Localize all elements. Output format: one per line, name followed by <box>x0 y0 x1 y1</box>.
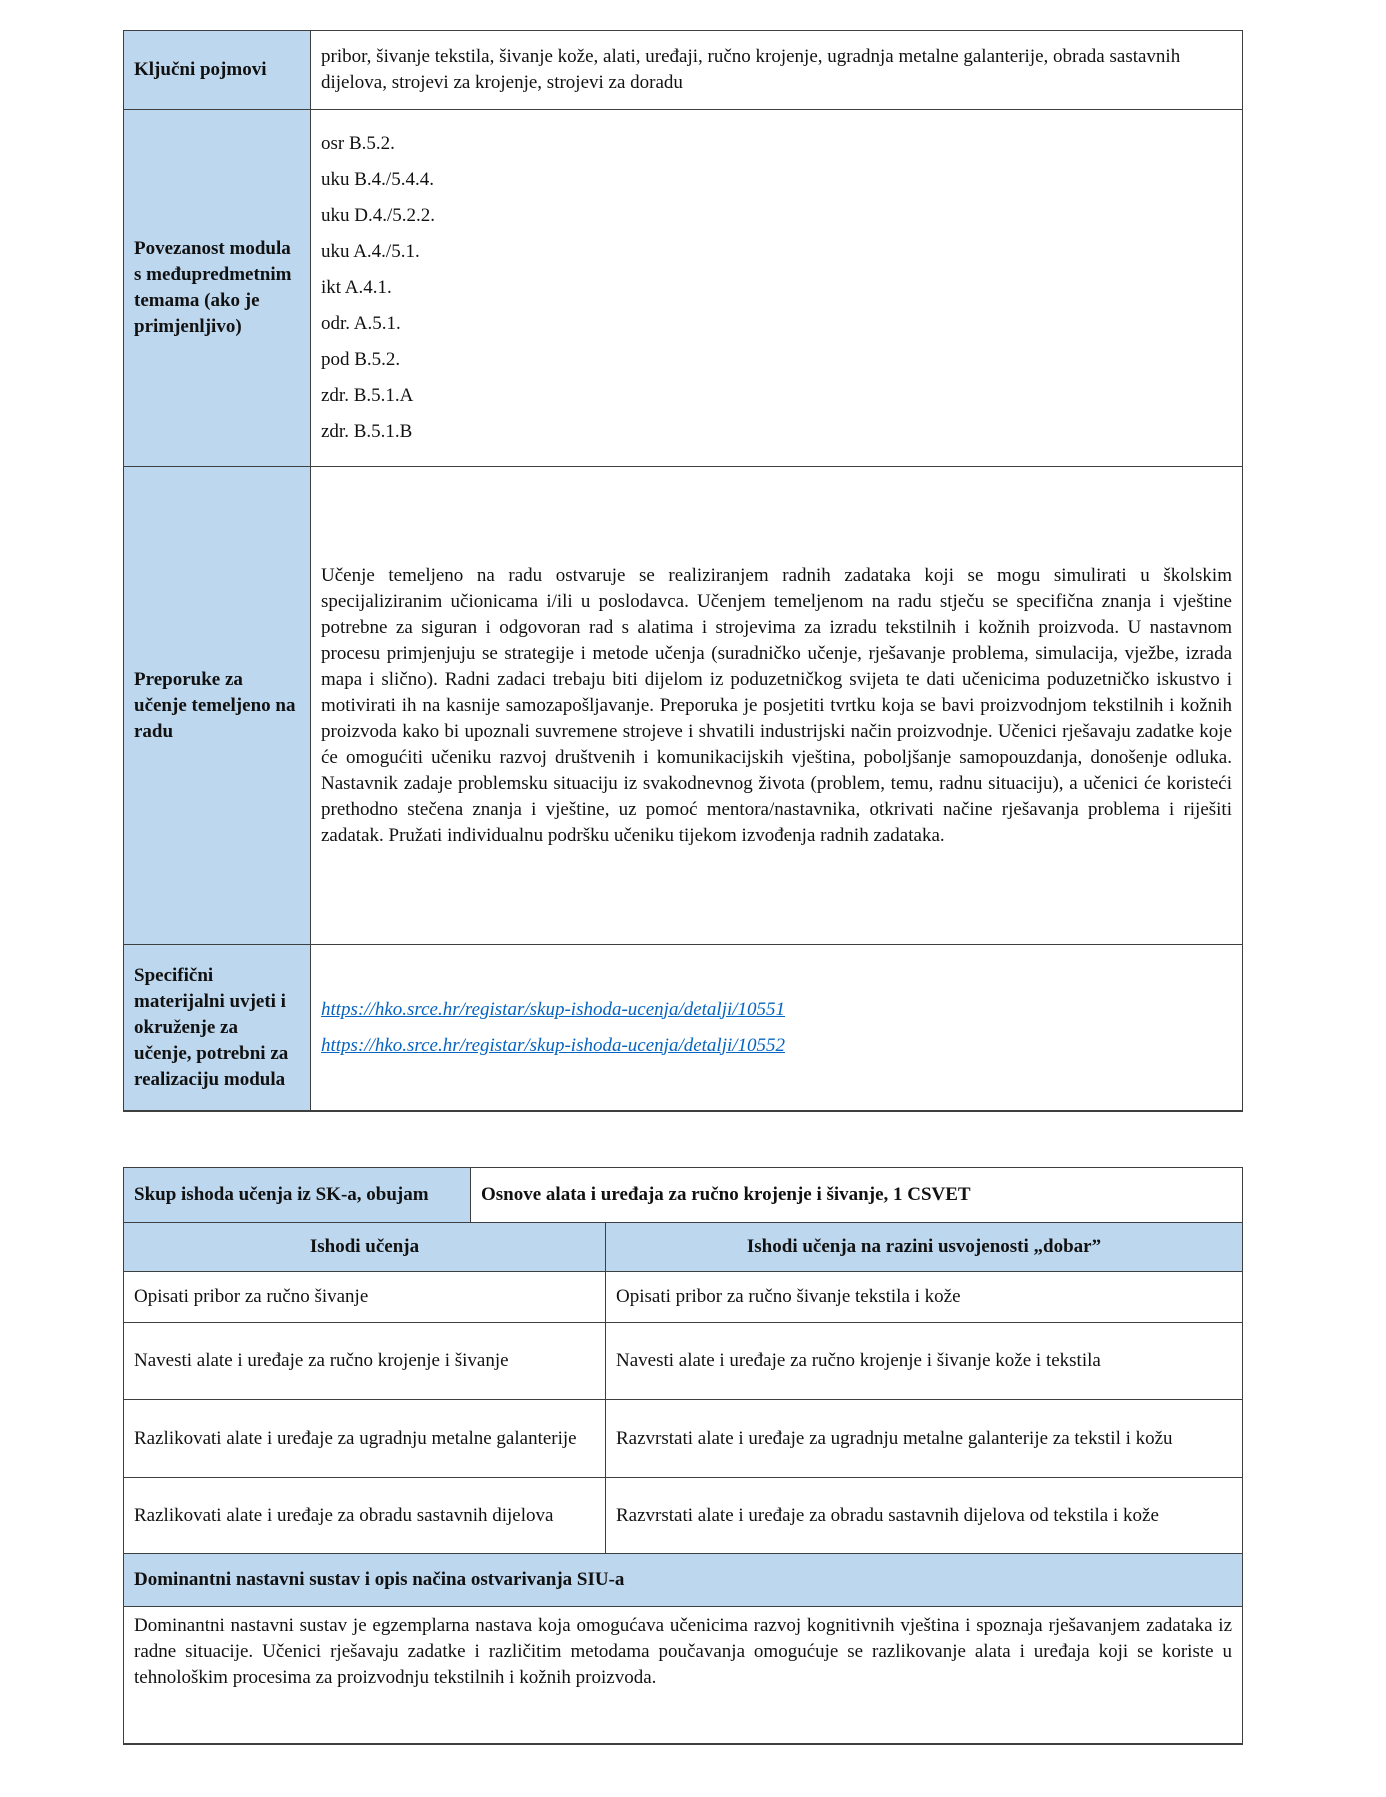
column-header-outcomes-good-level: Ishodi učenja na razini usvojenosti „dobar” <box>606 1223 1242 1271</box>
outcome-set-value: Osnove alata i uređaja za ručno krojenje i šivanje, 1 CSVET <box>481 1184 971 1205</box>
table-row <box>124 1168 1242 1222</box>
outcome-good-level-cell: Razvrstati alate i uređaje za ugradnju metalne galanterije za tekstil i kožu <box>616 1427 1173 1449</box>
code-line: zdr. B.5.1.A <box>321 385 414 406</box>
code-line: uku B.4./5.4.4. <box>321 169 434 190</box>
hko-link-10551[interactable]: https://hko.srce.hr/registar/skup-ishoda-ucenja/detalji/10551 <box>321 998 786 1020</box>
code-line: ikt A.4.1. <box>321 277 392 298</box>
outcome-good-level-cell: Razvrstati alate i uređaje za obradu sastavnih dijelova od tekstila i kože <box>616 1504 1159 1526</box>
outcome-good-level-cell: Opisati pribor za ručno šivanje tekstila i kože <box>616 1286 961 1307</box>
work-based-learning-value <box>311 467 1242 944</box>
material-conditions-links <box>311 945 1242 1110</box>
cross-curricular-codes <box>311 110 1242 466</box>
code-line: zdr. B.5.1.B <box>321 421 413 442</box>
outcome-cell: Razlikovati alate i uređaje za ugradnju metalne galanterije <box>124 1400 606 1477</box>
link-line <box>321 1028 1232 1064</box>
code-line: osr B.5.2. <box>321 133 395 154</box>
dominant-system-heading: Dominantni nastavni sustav i opis načina ostvarivanja SIU-a <box>124 1554 1242 1606</box>
module-description-table <box>123 30 1243 1112</box>
table-row <box>124 109 1242 466</box>
table-row <box>124 1606 1242 1743</box>
cross-curricular-label: Povezanost modula s međupredmetnim temama (ako je primjenljivo) <box>124 110 311 466</box>
table-row <box>124 944 1242 1110</box>
dominant-system-text: Dominantni nastavni sustav je egzemplarna nastava koja omogućava učenicima razvoj kognitivnih vještina i spoznaja rješavanjem zadataka iz radne situacije. Učenici rješavaju zadatke i različitim metodama poučavanja omogućuje se razlikovanje alata i uređaja koji se koriste u tehnološkim procesima za proizvodnju tekstilnih i kožnih proizvoda. <box>134 1615 1232 1688</box>
outcome-good-level-cell: Navesti alate i uređaje za ručno krojenje i šivanje kože i tekstila <box>616 1350 1101 1371</box>
work-based-learning-label: Preporuke za učenje temeljeno na radu <box>124 467 311 944</box>
key-terms-value <box>311 31 1242 109</box>
table-row <box>124 31 1242 109</box>
key-terms-label: Ključni pojmovi <box>124 31 311 109</box>
table-row <box>124 1271 1242 1322</box>
table-row <box>124 1477 1242 1553</box>
hko-link-10552[interactable]: https://hko.srce.hr/registar/skup-ishoda-ucenja/detalji/10552 <box>321 1034 786 1056</box>
table-header-row <box>124 1222 1242 1271</box>
code-line: pod B.5.2. <box>321 349 401 370</box>
table-row <box>124 466 1242 944</box>
outcome-cell: Navesti alate i uređaje za ručno krojenje i šivanje <box>124 1323 606 1399</box>
work-based-learning-text: Učenje temeljeno na radu ostvaruje se realiziranjem radnih zadataka koji se mogu simulirati u školskim specijaliziranim učionicama i/ili u poslodavca. Učenjem temeljenom na radu stječu se specifična znanja i vještine potrebne za siguran i odgovoran rad s alatima i strojevima za izradu tekstilnih i kožnih proizvoda. U nastavnom procesu primjenjuju se strategije i metode učenja (suradničko učenje, rješavanje problema, simulacija, vježbe, izrada mapa i slično). Radni zadaci trebaju biti dijelom iz poduzetničkog svijeta te dati učenicima poduzetničko iskustvo i motivirati ih na kasnije samozapošljavanje. Preporuka je posjetiti tvrtku koja se bavi proizvodnjom tekstilnih i kožnih proizvoda kako bi upoznali suvremene strojeve i shvatili industrijski način proizvodnje. Učenici rješavaju zadatke koje će omogućiti učeniku razvoj društvenih i komunikacijskih vještina, poboljšanje samopouzdanja, donošenje odluka. Nastavnik zadaje problemsku situaciju iz svakodnevnog života (problem, temu, radnu situaciju), a učenici će koristeći prethodno stečena znanja i vještine, uz pomoć mentora/nastavnika, otkrivati načine rješavanja problema i riješiti zadatak. Pružati individualnu podršku učeniku tijekom izvođenja radnih zadataka. <box>321 564 1232 846</box>
link-line <box>321 992 1232 1028</box>
table-row <box>124 1553 1242 1606</box>
outcome-cell: Opisati pribor za ručno šivanje <box>124 1272 606 1322</box>
table-row <box>124 1399 1242 1477</box>
outcome-cell: Razlikovati alate i uređaje za obradu sastavnih dijelova <box>124 1478 606 1553</box>
document-page <box>123 30 1243 1745</box>
material-conditions-label: Specifični materijalni uvjeti i okruženje za učenje, potrebni za realizaciju modula <box>124 945 311 1110</box>
code-line: odr. A.5.1. <box>321 313 401 334</box>
key-terms-text: pribor, šivanje tekstila, šivanje kože, alati, uređaji, ručno krojenje, ugradnja metalne galanterije, obrada sastavnih dijelova, strojevi za krojenje, strojevi za doradu <box>321 46 1181 93</box>
column-header-outcomes: Ishodi učenja <box>124 1223 606 1271</box>
table-row <box>124 1322 1242 1399</box>
outcome-set-label: Skup ishoda učenja iz SK-a, obujam <box>124 1168 471 1222</box>
code-line: uku A.4./5.1. <box>321 241 420 262</box>
learning-outcomes-table <box>123 1167 1243 1745</box>
code-line: uku D.4./5.2.2. <box>321 205 435 226</box>
